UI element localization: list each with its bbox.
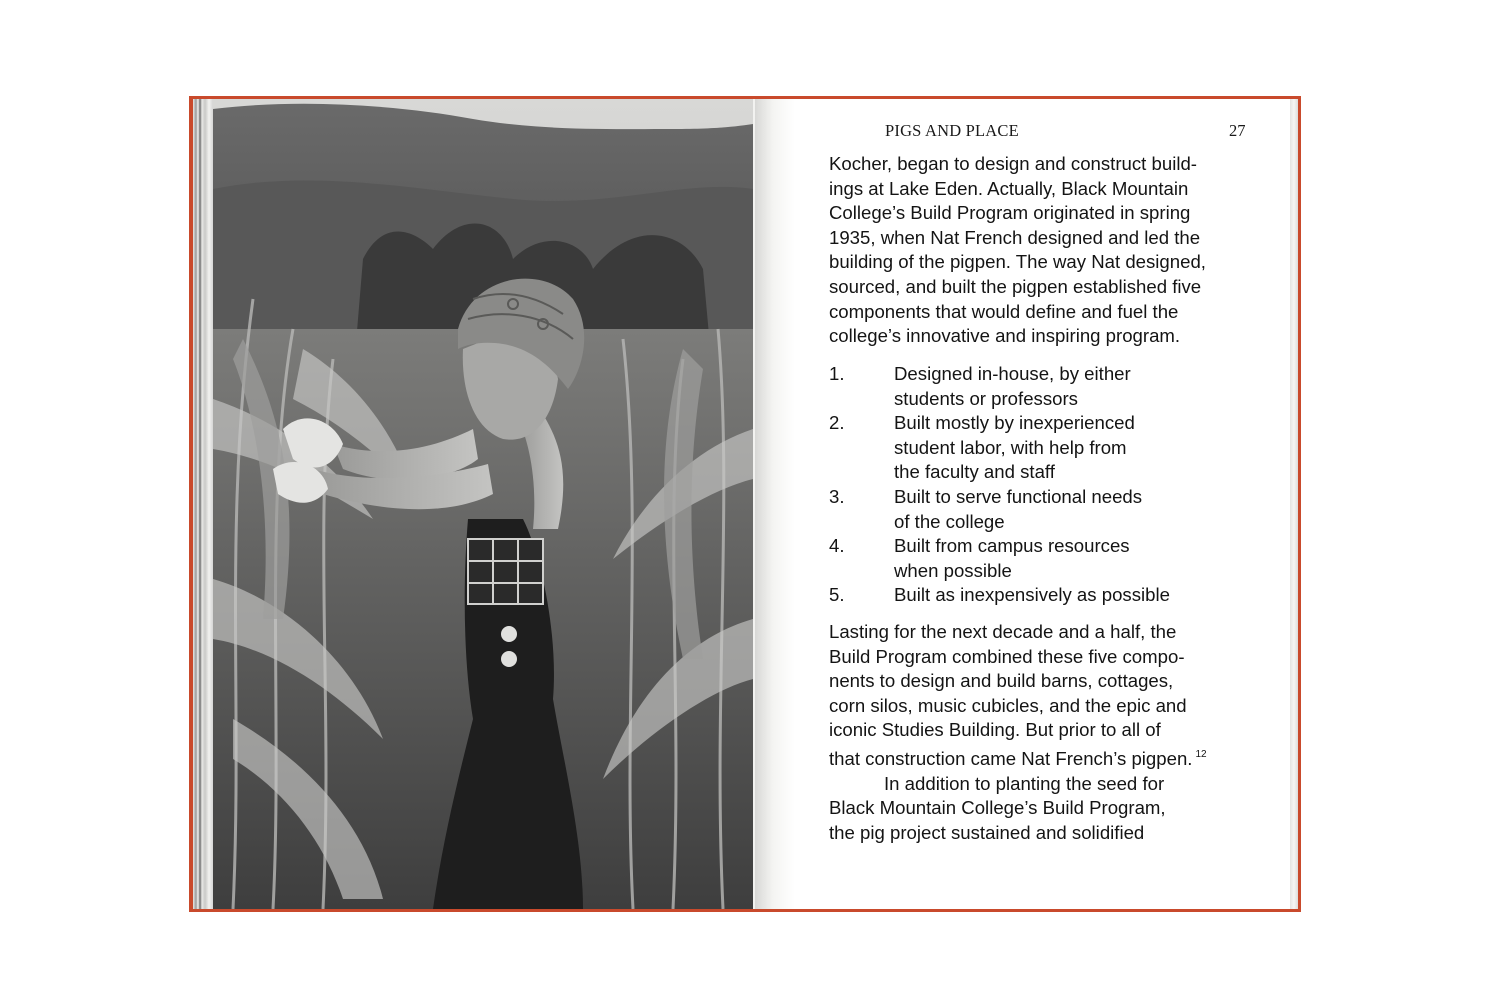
text-line: the pig project sustained and solidified	[829, 821, 1145, 843]
list-item-text: student labor, with help from	[894, 436, 1127, 458]
list-number: 4.	[829, 535, 845, 557]
list-item	[829, 362, 1249, 411]
text-line: In addition to planting the seed for	[884, 772, 1165, 794]
list-number: 1.	[829, 363, 845, 384]
text-line: corn silos, music cubicles, and the epic and	[829, 694, 1187, 716]
photo-woman-in-cornfield	[213, 99, 753, 909]
text-line: building of the pigpen. The way Nat designed,	[829, 251, 1206, 273]
text-line: College’s Build Program originated in spring	[829, 202, 1191, 224]
text-line: Black Mountain College’s Build Program,	[829, 797, 1166, 819]
footnote-reference[interactable]: 12	[1195, 748, 1207, 760]
list-number: 2.	[829, 412, 845, 434]
right-page	[755, 99, 1290, 909]
text-line: Kocher, began to design and construct build-	[829, 153, 1197, 174]
text-line-content: that construction came Nat French’s pigpen.	[829, 747, 1193, 769]
text-line	[829, 743, 1249, 772]
text-line: Lasting for the next decade and a half, the	[829, 621, 1177, 642]
text-line: components that would define and fuel the	[829, 300, 1179, 322]
page-edges	[193, 99, 213, 909]
list-item-text: Designed in-house, by either	[894, 363, 1131, 384]
text-line: 1935, when Nat French designed and led the	[829, 226, 1201, 248]
list-item-text: Built mostly by inexperienced	[894, 412, 1135, 434]
list-item-text: Built from campus resources	[894, 535, 1130, 557]
open-book-spread	[189, 96, 1301, 912]
numbered-list	[829, 362, 1249, 608]
list-item-text: Built to serve functional needs	[894, 485, 1143, 507]
running-head: PIGS AND PLACE	[885, 121, 1019, 140]
paragraph-2	[829, 620, 1249, 845]
text-line: college’s innovative and inspiring program.	[829, 325, 1181, 347]
page-edges-right	[1290, 99, 1298, 909]
text-line: ings at Lake Eden. Actually, Black Mountain	[829, 177, 1189, 199]
list-item-text: the faculty and staff	[894, 461, 1055, 483]
list-number: 5.	[829, 584, 845, 606]
text-line: iconic Studies Building. But prior to all of	[829, 719, 1161, 741]
list-item	[829, 485, 1249, 534]
page-number: 27	[1229, 121, 1246, 140]
list-item-text: students or professors	[894, 387, 1078, 409]
list-item-text: of the college	[894, 510, 1005, 532]
text-line: nents to design and build barns, cottages,	[829, 670, 1174, 692]
photo-image-icon	[213, 99, 753, 909]
list-item-text: when possible	[894, 559, 1012, 581]
list-item-text: Built as inexpensively as possible	[894, 584, 1170, 606]
text-line: sourced, and built the pigpen established five	[829, 275, 1202, 297]
text-line: Build Program combined these five compo-	[829, 645, 1185, 667]
paragraph-1	[829, 152, 1249, 349]
list-item	[829, 534, 1249, 583]
list-item	[829, 411, 1249, 485]
list-number: 3.	[829, 485, 845, 507]
list-item	[829, 583, 1249, 608]
